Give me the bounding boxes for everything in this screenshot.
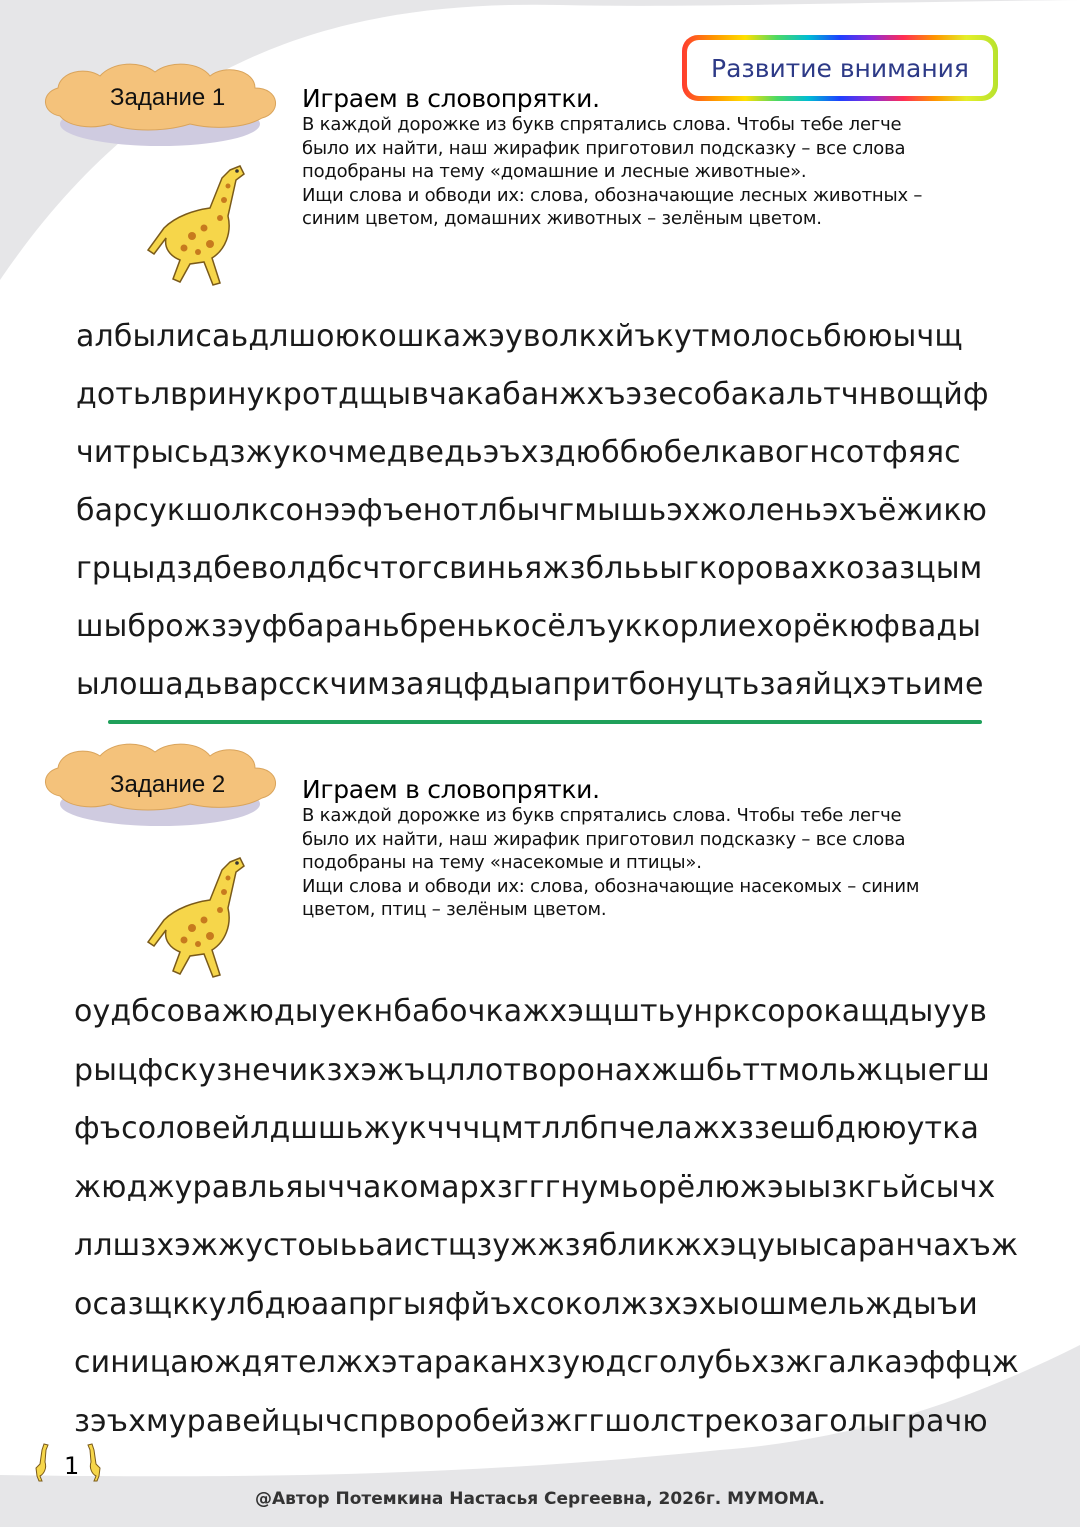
task2-title: Играем в словопрятки.: [302, 775, 600, 804]
task1-title: Играем в словопрятки.: [302, 84, 600, 113]
page-number: 1: [64, 1452, 80, 1480]
instruction-line: синим цветом, домашних животных – зелёным цветом.: [302, 208, 822, 229]
giraffe-icon: [140, 158, 270, 293]
instruction-line: подобраны на тему «насекомые и птицы».: [302, 852, 702, 873]
section-divider: [108, 720, 982, 724]
instruction-line: цветом, птиц – зелёным цветом.: [302, 899, 607, 920]
letter-row: рыцфскузнечикзхэжъцллотворонахжшбьттмольжцыегш: [74, 1052, 990, 1088]
letter-row: грцыдздбеволдбсчтогсвиньяжзблььыгкоровахкозазцым: [76, 551, 983, 586]
letter-row: жюджуравльяыччакомархзгггнумьорёлюжэыызкгьйсычх: [74, 1169, 996, 1205]
task2-instructions: [302, 804, 919, 922]
instruction-line: подобраны на тему «домашние и лесные животные».: [302, 161, 807, 182]
task1-instructions: [302, 113, 922, 231]
letter-row: ылошадьварсскчимзаяцфдыапритбонуцтьзаяйцхэтьиме: [76, 667, 984, 702]
letter-row: барсукшолксонээфъенотлбычгмышьэхжоленьэхъёжикю: [76, 493, 988, 528]
task1-label: Задание 1: [110, 84, 226, 111]
letter-row: осазщккулбдюаапргыяфйъхсоколжзхэхыошмельждыъи: [74, 1286, 978, 1322]
letter-row: шыброжзэуфбараньбренькосёлъуккорлиехорёкюфвады: [76, 609, 982, 644]
giraffe-icon: [140, 850, 270, 985]
task1-letter-grid: [76, 308, 989, 714]
instruction-line: В каждой дорожке из букв спрятались слова. Чтобы тебе легче: [302, 805, 902, 826]
instruction-line: Ищи слова и обводи их: слова, обозначающие насекомых – синим: [302, 875, 920, 897]
instruction-line: было их найти, наш жирафик приготовил подсказку – все слова: [302, 828, 906, 850]
letter-row: дотьлвринукротдщывчакабанжхъэзесобакальтчнвощйф: [76, 377, 989, 412]
letter-row: зэъхмуравейцычспрворобейзжггшолстрекозаголыграчю: [74, 1403, 988, 1439]
letter-row: фъсоловейлдшшьжукчччцмтллбпчелажхззешбдююутка: [74, 1111, 979, 1146]
instruction-line: было их найти, наш жирафик приготовил подсказку – все слова: [302, 137, 906, 159]
instruction-line: Ищи слова и обводи их: слова, обозначающие лесных животных –: [302, 184, 923, 206]
task2-label: Задание 2: [110, 771, 226, 798]
letter-row: синицаюждятелжхэтараканхзуюдсголубьхзжгалкаэффцж: [74, 1345, 1019, 1380]
topic-badge-label: Развитие внимания: [687, 40, 993, 96]
letter-row: читрысьдзжукочмедведьэъхздюббюбелкавогнсотфяяс: [76, 435, 961, 470]
topic-badge: [682, 35, 998, 101]
letter-row: албылисаьдлшоюкошкажэуволкхйъкутмолосьбююычщ: [76, 319, 963, 354]
instruction-line: В каждой дорожке из букв спрятались слова. Чтобы тебе легче: [302, 114, 902, 135]
task2-letter-grid: [74, 983, 1019, 1451]
small-giraffe-icon: [34, 1442, 52, 1482]
small-giraffe-icon: [84, 1442, 102, 1482]
letter-row: ллшзхэжжустоыььаистщзужжзябликжхэцуыысаранчахъж: [74, 1228, 1019, 1263]
author-footer: @Автор Потемкина Настасья Сергеевна, 2026г. МУМОМА.: [254, 1489, 826, 1509]
letter-row: оудбсоважюдыуекнбабочкажхэщштьунрксорокащдыуув: [74, 994, 988, 1029]
